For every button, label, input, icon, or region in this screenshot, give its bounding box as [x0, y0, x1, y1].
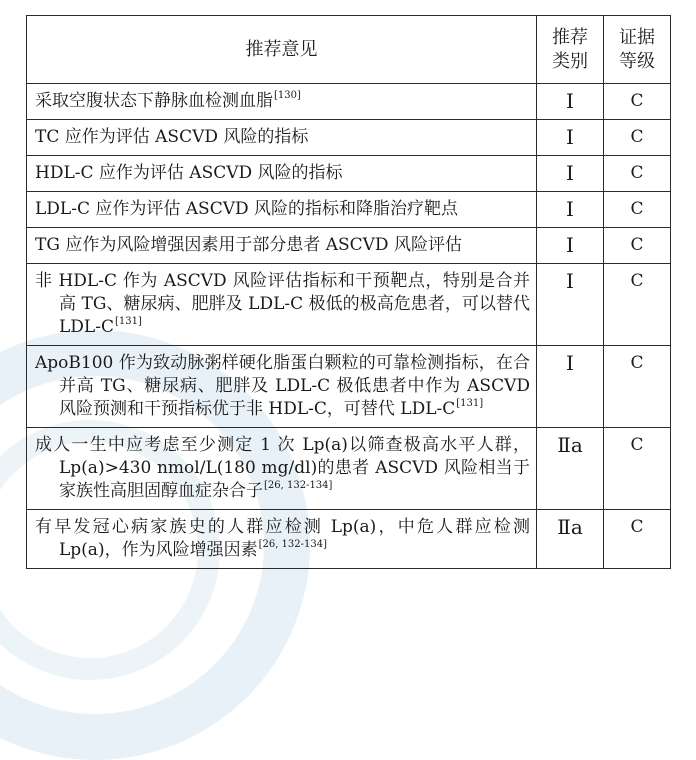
recommendation-cell	[27, 428, 537, 510]
recommendation-cell	[27, 84, 537, 120]
recommendation-text: LDL-C 应作为评估 ASCVD 风险的指标和降脂治疗靶点	[35, 199, 459, 219]
table-row	[27, 120, 671, 156]
class-cell: Ⅰ	[537, 84, 604, 120]
level-cell: C	[604, 192, 671, 228]
level-cell: C	[604, 228, 671, 264]
class-cell: Ⅱa	[537, 510, 604, 569]
class-cell: Ⅱa	[537, 428, 604, 510]
level-cell: C	[604, 84, 671, 120]
recommendation-text: 有早发冠心病家族史的人群应检测 Lp(a)，中危人群应检测 Lp(a)，作为风险增强因素	[35, 517, 530, 560]
recommendation-cell	[27, 510, 537, 569]
header-recommendation	[27, 16, 537, 84]
table-row	[27, 228, 671, 264]
level-cell: C	[604, 264, 671, 346]
level-cell: C	[604, 156, 671, 192]
level-cell: C	[604, 346, 671, 428]
recommendation-cell	[27, 156, 537, 192]
reference-citation: [131]	[456, 398, 484, 409]
level-cell: C	[604, 120, 671, 156]
reference-citation: [130]	[274, 90, 301, 101]
table-row	[27, 156, 671, 192]
header-class-line1: 推荐	[552, 26, 588, 48]
recommendation-cell	[27, 346, 537, 428]
header-class	[537, 16, 604, 84]
table-row	[27, 264, 671, 346]
class-cell: Ⅰ	[537, 346, 604, 428]
recommendation-text: TG 应作为风险增强因素用于部分患者 ASCVD 风险评估	[35, 235, 462, 255]
recommendation-text: 采取空腹状态下静脉血检测血脂	[35, 91, 273, 111]
class-cell: Ⅰ	[537, 156, 604, 192]
table-row	[27, 510, 671, 569]
class-cell: Ⅰ	[537, 192, 604, 228]
table-row	[27, 192, 671, 228]
reference-citation: [26, 132-134]	[258, 539, 328, 550]
recommendation-cell	[27, 120, 537, 156]
header-level-line1: 证据	[619, 26, 655, 48]
recommendation-text: 非 HDL-C 作为 ASCVD 风险评估指标和干预靶点，特别是合并高 TG、糖尿病、肥胖及 LDL-C 极低的极高危患者，可以替代 LDL-C	[35, 271, 530, 337]
table-row	[27, 84, 671, 120]
table-row	[27, 428, 671, 510]
class-cell: Ⅰ	[537, 264, 604, 346]
recommendation-text: TC 应作为评估 ASCVD 风险的指标	[35, 127, 309, 147]
level-cell: C	[604, 510, 671, 569]
recommendation-cell	[27, 264, 537, 346]
header-level-line2: 等级	[619, 50, 655, 72]
reference-citation: [26, 132-134]	[264, 480, 333, 491]
recommendation-text: 成人一生中应考虑至少测定 1 次 Lp(a)以筛查极高水平人群，Lp(a)>430 nmol/L(180 mg/dl)的患者 ASCVD 风险相当于家族性高胆固醇血症杂合子	[35, 435, 530, 501]
recommendation-text: ApoB100 作为致动脉粥样硬化脂蛋白颗粒的可靠检测指标，在合并高 TG、糖尿病、肥胖及 LDL-C 极低患者中作为 ASCVD 风险预测和干预指标优于非 HDL-C，可替代 LDL-C	[35, 353, 530, 419]
class-cell: Ⅰ	[537, 120, 604, 156]
table-header-row	[27, 16, 671, 84]
recommendation-table	[26, 15, 671, 569]
class-cell: Ⅰ	[537, 228, 604, 264]
recommendation-cell	[27, 228, 537, 264]
header-level	[604, 16, 671, 84]
header-recommendation-label: 推荐意见	[245, 38, 318, 60]
header-class-line2: 类别	[552, 50, 588, 72]
recommendation-text: HDL-C 应作为评估 ASCVD 风险的指标	[35, 163, 343, 183]
recommendation-cell	[27, 192, 537, 228]
reference-citation: [131]	[114, 316, 142, 327]
level-cell: C	[604, 428, 671, 510]
table-row	[27, 346, 671, 428]
